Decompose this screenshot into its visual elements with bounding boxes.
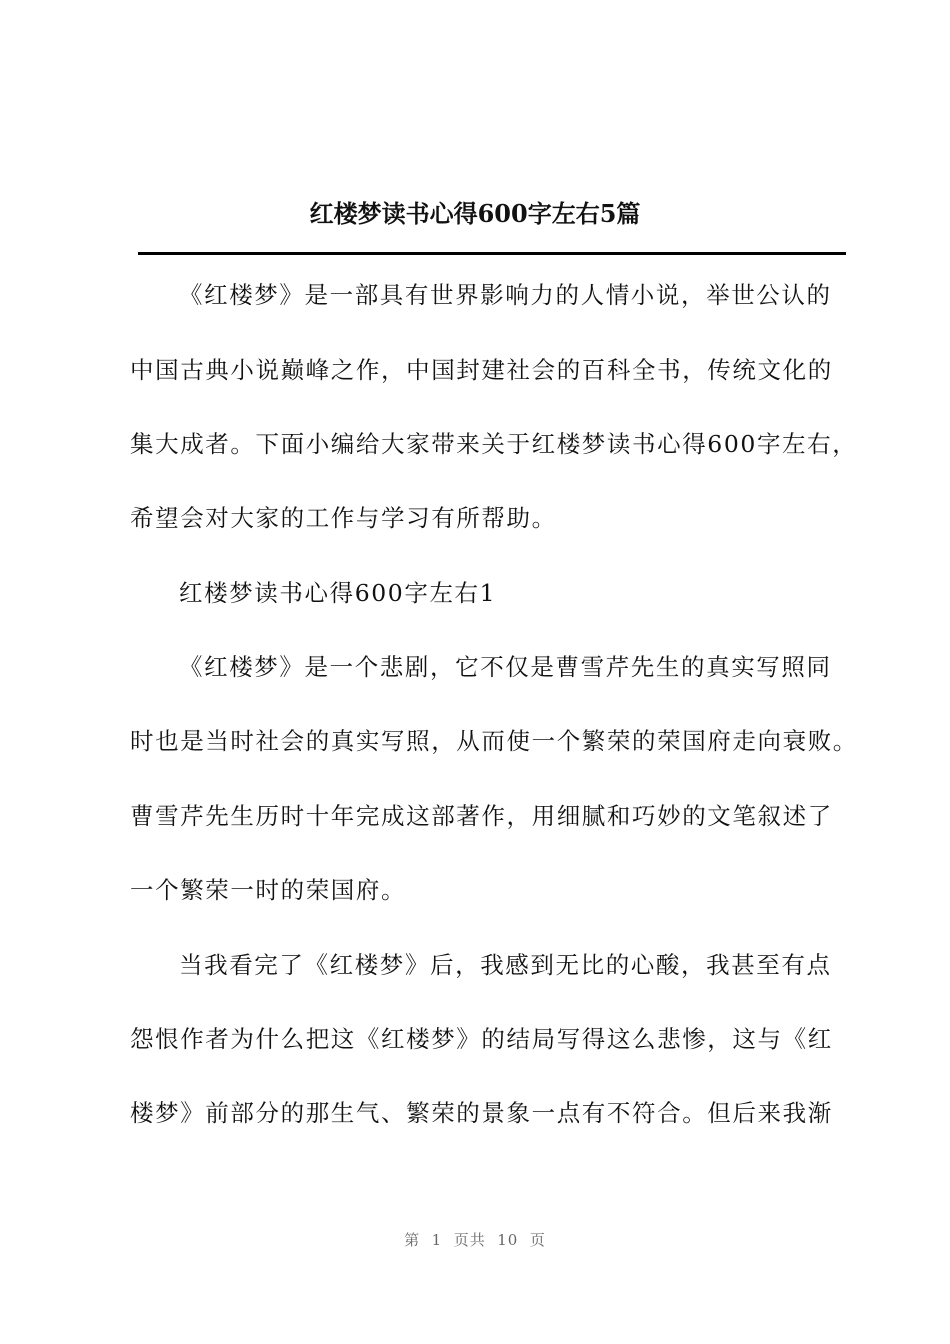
paragraph-line: 《红楼梦》是一个悲剧，它不仅是曹雪芹先生的真实写照同 — [179, 653, 832, 681]
paragraph-line: 时也是当时社会的真实写照，从而使一个繁荣的荣国府走向衰败。 — [130, 727, 858, 755]
paragraph-line: 希望会对大家的工作与学习有所帮助。 — [130, 504, 557, 532]
paragraph-line: 集大成者。下面小编给大家带来关于红楼梦读书心得600字左右， — [130, 430, 858, 458]
document-title: 红楼梦读书心得600字左右5篇 — [309, 199, 641, 228]
section-heading: 红楼梦读书心得600字左右1 — [179, 579, 497, 607]
page-number-footer: 第 1 页共 10 页 — [404, 1231, 546, 1249]
paragraph-line: 当我看完了《红楼梦》后，我感到无比的心酸，我甚至有点 — [179, 951, 832, 979]
paragraph-line: 曹雪芹先生历时十年完成这部著作，用细腻和巧妙的文笔叙述了 — [130, 802, 833, 830]
paragraph-line: 《红楼梦》是一部具有世界影响力的人情小说，举世公认的 — [179, 281, 832, 309]
title-underline — [138, 252, 846, 255]
paragraph-line: 一个繁荣一时的荣国府。 — [130, 876, 407, 904]
paragraph-line: 怨恨作者为什么把这《红楼梦》的结局写得这么悲惨，这与《红 — [130, 1025, 833, 1053]
paragraph-line: 中国古典小说巅峰之作，中国封建社会的百科全书，传统文化的 — [130, 356, 833, 384]
paragraph-line: 楼梦》前部分的那生气、繁荣的景象一点有不符合。但后来我渐 — [130, 1099, 833, 1127]
